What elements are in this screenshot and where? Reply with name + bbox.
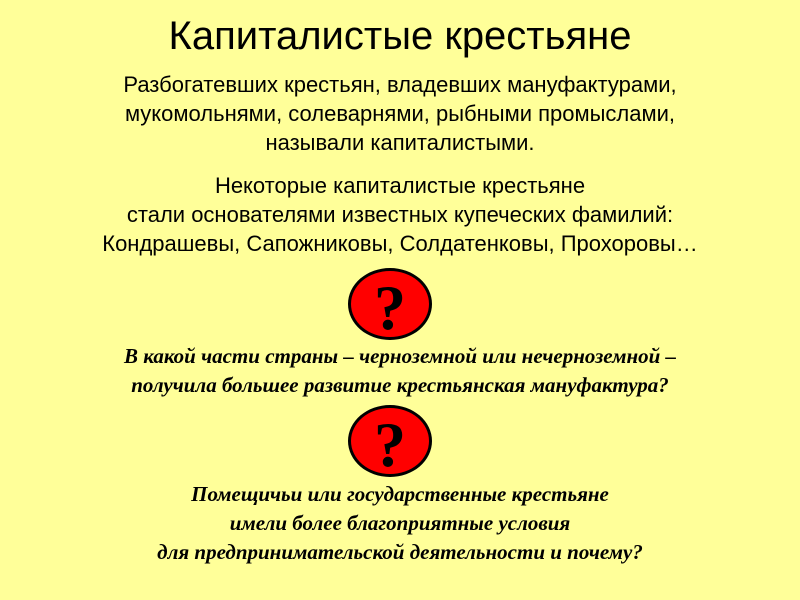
merchant-line: Некоторые капиталистые крестьяне bbox=[214, 173, 586, 198]
question-1 bbox=[0, 342, 800, 400]
question-2 bbox=[0, 480, 800, 567]
merchant-families-paragraph bbox=[0, 171, 800, 258]
intro-paragraph bbox=[0, 70, 800, 157]
question-1-line: В какой части страны – черноземной или нечерноземной – bbox=[123, 344, 677, 368]
question-mark-icon: ? bbox=[348, 405, 432, 477]
question-2-line: для предпринимательской деятельности и почему? bbox=[157, 540, 643, 564]
intro-line: Разбогатевших крестьян, владевших мануфактурами, bbox=[123, 72, 677, 97]
merchant-line: стали основателями известных купеческих фамилий: bbox=[126, 202, 674, 227]
question-2-line: Помещичьи или государственные крестьяне bbox=[191, 482, 609, 506]
question-mark-icon: ? bbox=[348, 268, 432, 340]
merchant-line: Кондрашевы, Сапожниковы, Солдатенковы, Прохоровы… bbox=[102, 231, 698, 256]
question-2-line: имели более благоприятные условия bbox=[229, 511, 571, 535]
intro-line: мукомольнями, солеварнями, рыбными промыслами, bbox=[124, 101, 676, 126]
slide-title: Капиталистые крестьяне bbox=[168, 14, 632, 58]
question-1-line: получила большее развитие крестьянская мануфактура? bbox=[131, 373, 669, 397]
intro-line: называли капиталистыми. bbox=[265, 130, 535, 155]
